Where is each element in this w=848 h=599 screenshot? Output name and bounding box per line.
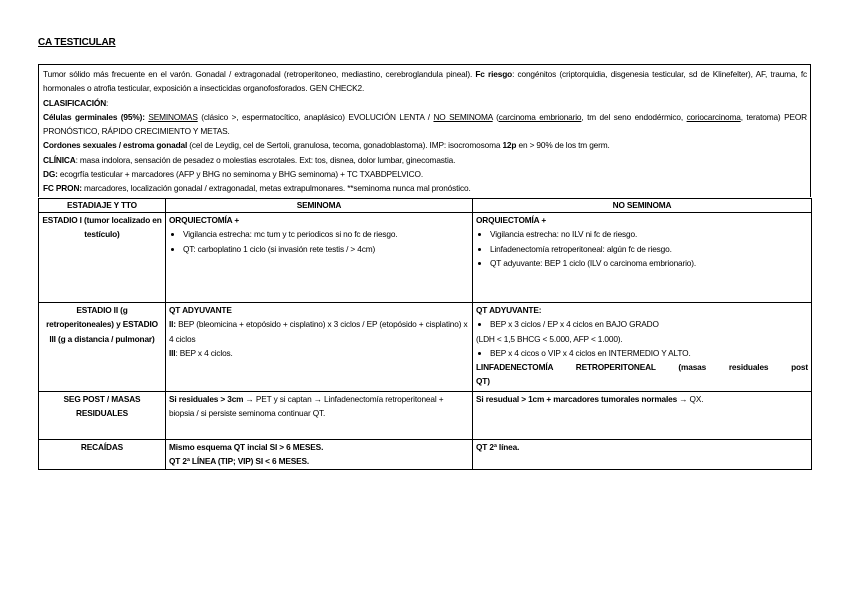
fc-pron-line: FC PRON: marcadores, localización gonadal / extragonadal, metas extrapulmonares. **seminoma nunca mal pronóstico. xyxy=(43,183,471,194)
stage-i-no-seminoma: ORQUIECTOMÍA + • Vigilancia estrecha: no ILV ni fc de riesgo. • Linfadenectomía retroperitoneal: algún fc de riesgo. • QT adyuvante: BEP 1 ciclo (ILV o carcinoma embrionario). xyxy=(473,213,812,303)
stage-i-seminoma: ORQUIECTOMÍA + • Vigilancia estrecha: mc tum y tc periodicos si no fc de riesgo. • QT: carboplatino 1 ciclo (si invasión rete testis / > 4cm) xyxy=(166,213,473,303)
intro-box xyxy=(38,64,811,197)
table-row xyxy=(39,392,812,440)
header-seminoma: SEMINOMA xyxy=(166,199,473,213)
stage-ii-iii-seminoma: QT ADYUVANTE II: BEP (bleomicina + etopósido + cisplatino) x 3 ciclos / EP (etopósido + cisplatino) x 4 ciclos III: BEP x 4 ciclos. xyxy=(166,303,473,392)
table-row xyxy=(39,303,812,392)
clasificacion-heading: CLASIFICACIÓN: xyxy=(43,97,109,108)
stage-ii-iii-label: ESTADIO II (g retroperitoneales) y ESTADIO III (g a distancia / pulmonar) xyxy=(39,303,166,392)
list-item: • QT adyuvante: BEP 1 ciclo (ILV o carcinoma embrionario). xyxy=(490,256,808,270)
staging-table xyxy=(38,198,812,470)
recaidas-seminoma: Mismo esquema QT incial SI > 6 MESES. QT 2ª LÍNEA (TIP; VIP) SI < 6 MESES. xyxy=(166,440,473,470)
table-row xyxy=(39,440,812,470)
stage-ii-iii-no-seminoma: QT ADYUVANTE: • BEP x 3 ciclos / EP x 4 ciclos en BAJO GRADO (LDH < 1,5 BHCG < 5.000, AFP < 1.000). • BEP x 4 cicos o VIP x 4 ciclos en INTERMEDIO Y ALTO. LINFADENECTOMÍA RETROPERITONEAL (masas residuales post QT) xyxy=(473,303,812,392)
recaidas-label: RECAÍDAS xyxy=(39,440,166,470)
seg-post-label: SEG POST / MASAS RESIDUALES xyxy=(39,392,166,440)
list-item: • QT: carboplatino 1 ciclo (si invasión rete testis / > 4cm) xyxy=(183,242,469,256)
sex-cord-line: Cordones sexuales / estroma gonadal (cel de Leydig, cel de Sertoli, granulosa, tecoma, gonadoblastoma). IMP: isocromosoma 12p en > 90% de los tm germ. xyxy=(43,140,610,151)
page-title: CA TESTICULAR xyxy=(38,37,116,48)
seg-post-seminoma: Si residuales > 3cm → PET y si captan → Linfadenectomía retroperitoneal + biopsia / si persiste seminoma continuar QT. xyxy=(166,392,473,440)
list-item: • BEP x 3 ciclos / EP x 4 ciclos en BAJO GRADO xyxy=(490,317,808,331)
list-item: • Linfadenectomía retroperitoneal: algún fc de riesgo. xyxy=(490,242,808,256)
stage-i-label: ESTADIO I (tumor localizado en testículo) xyxy=(39,213,166,303)
intro-paragraph: Tumor sólido más frecuente en el varón. Gonadal / extragonadal (retroperitoneo, mediastino, cerebroglandula pineal). Fc riesgo: congénitos (criptorquidia, disgenesia testicular, sd de Klinefelter), AF, trauma, fc hormonales o atrofia testicular, exposición a insecticidas organofosforados. GEN CHECK2. xyxy=(43,69,807,94)
germinal-cells-line: Células germinales (95%): SEMINOMAS (clásico >, espermatocítico, anaplásico) EVOLUCIÓN LENTA / NO SEMINOMA (carcinoma embrionario, tm del seno endodérmico, coriocarcinoma, teratoma) PEOR PRONÓSTICO, RÁPIDO CRECIMIENTO Y METAS. xyxy=(43,111,807,137)
list-item: • Vigilancia estrecha: mc tum y tc periodicos si no fc de riesgo. xyxy=(183,227,469,241)
dg-line: DG: ecogrfía testicular + marcadores (AFP y BHG no seminoma y BHG seminoma) + TC TXABDPELVICO. xyxy=(43,169,423,180)
header-no-seminoma: NO SEMINOMA xyxy=(473,199,812,213)
list-item: • BEP x 4 cicos o VIP x 4 ciclos en INTERMEDIO Y ALTO. xyxy=(490,346,808,360)
recaidas-no-seminoma: QT 2ª línea. xyxy=(473,440,812,470)
table-header-row xyxy=(39,199,812,213)
list-item: • Vigilancia estrecha: no ILV ni fc de riesgo. xyxy=(490,227,808,241)
header-staging: ESTADIAJE Y TTO xyxy=(39,199,166,213)
seg-post-no-seminoma: Si resudual > 1cm + marcadores tumorales normales → QX. xyxy=(473,392,812,440)
table-row xyxy=(39,213,812,303)
clinica-line: CLÍNICA: masa indolora, sensación de pesadez o molestias escrotales. Ext: tos, disnea, dolor lumbar, ginecomastia. xyxy=(43,154,456,165)
